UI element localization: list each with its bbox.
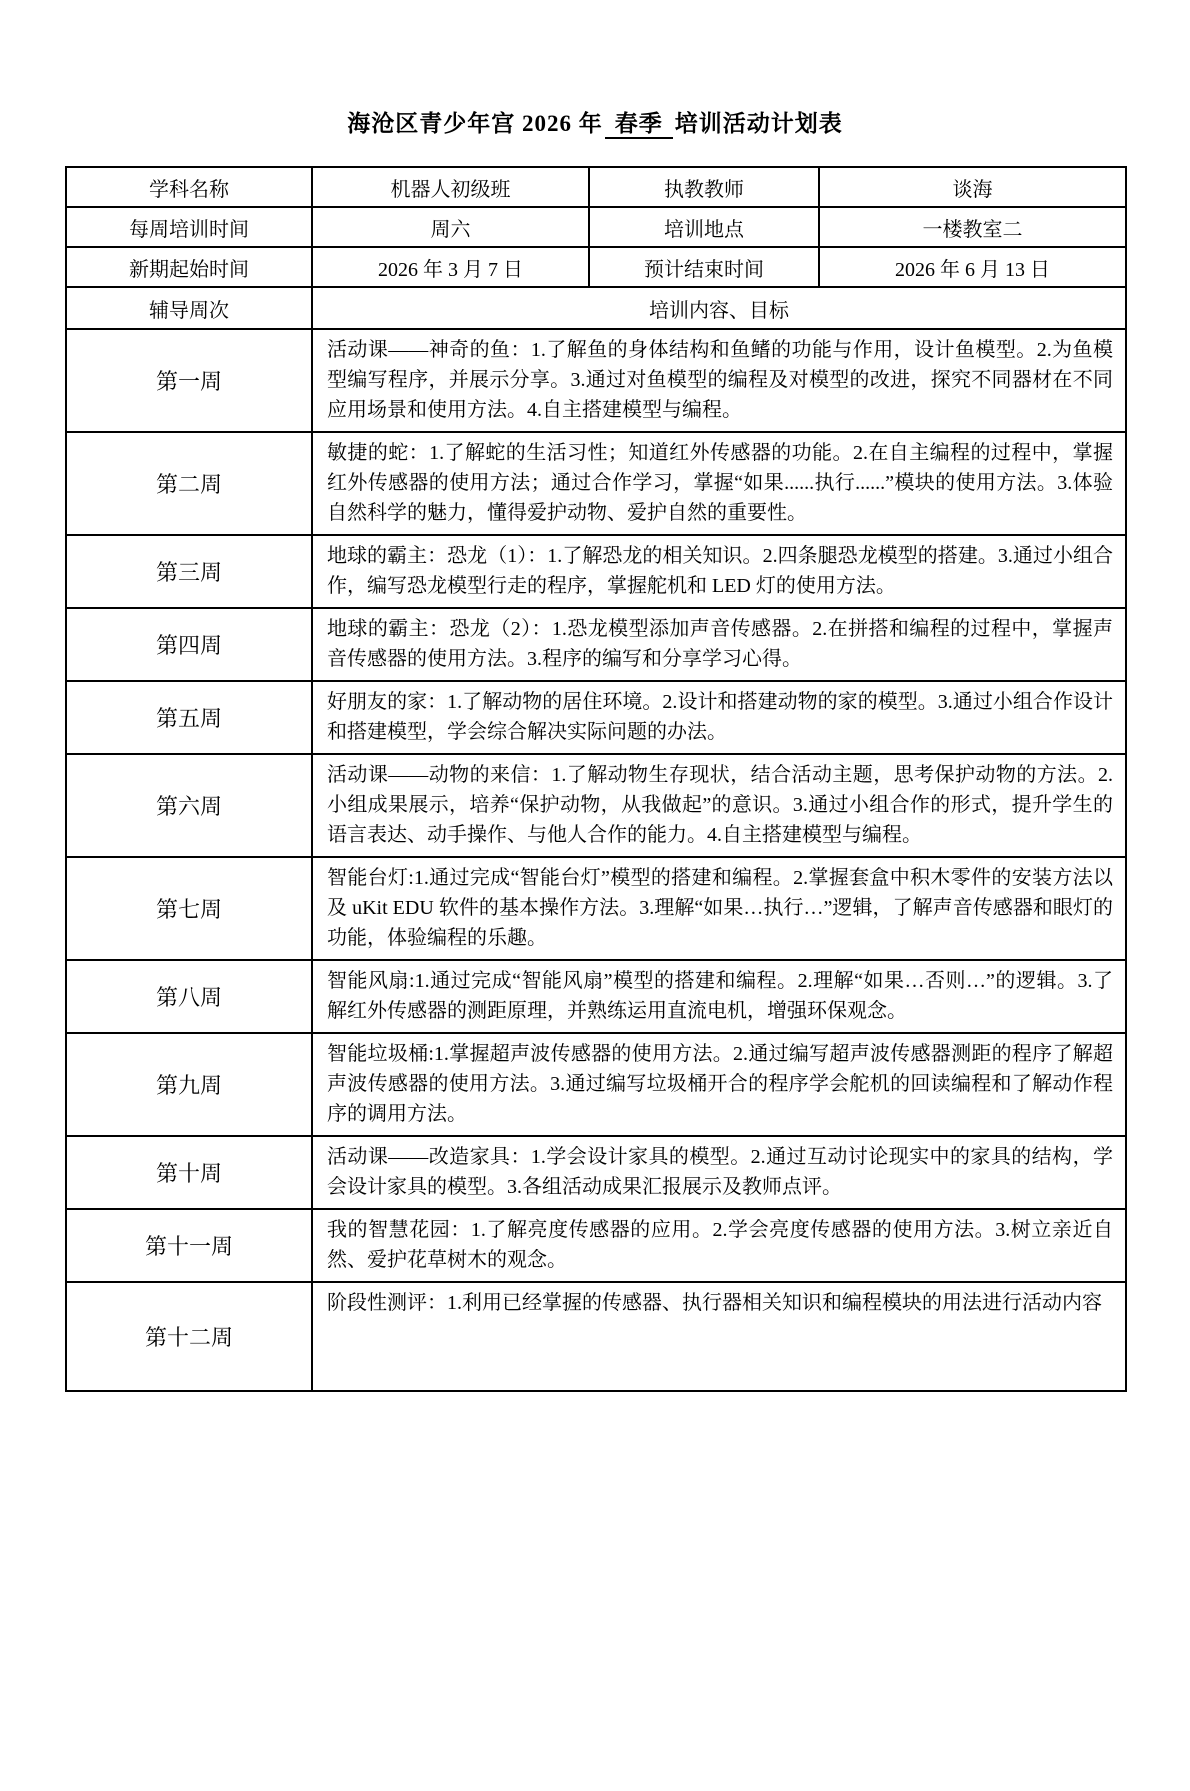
location-value: 一楼教室二 — [819, 207, 1126, 247]
week-content: 活动课——改造家具：1.学会设计家具的模型。2.通过互动讨论现实中的家具的结构，学会设计家具的模型。3.各组活动成果汇报展示及教师点评。 — [312, 1136, 1126, 1209]
week-row — [66, 1209, 1126, 1282]
week-content: 智能垃圾桶:1.掌握超声波传感器的使用方法。2.通过编写超声波传感器测距的程序了解超声波传感器的使用方法。3.通过编写垃圾桶开合的程序学会舵机的回读编程和了解动作程序的调用方法。 — [312, 1033, 1126, 1136]
week-row — [66, 1033, 1126, 1136]
week-column-header: 辅导周次 — [66, 287, 312, 329]
week-row — [66, 608, 1126, 681]
week-content: 敏捷的蛇：1.了解蛇的生活习性；知道红外传感器的功能。2.在自主编程的过程中，掌握红外传感器的使用方法；通过合作学习，掌握“如果......执行......”模块的使用方法。3.体验自然科学的魅力，懂得爱护动物、爱护自然的重要性。 — [312, 432, 1126, 535]
title-prefix: 海沧区青少年宫 2026 年 — [347, 111, 603, 136]
title-season-underlined: 春季 — [605, 111, 673, 139]
week-row — [66, 432, 1126, 535]
week-label: 第四周 — [66, 608, 312, 681]
week-row — [66, 960, 1126, 1033]
week-label: 第三周 — [66, 535, 312, 608]
week-label: 第六周 — [66, 754, 312, 857]
week-content: 活动课——动物的来信：1.了解动物生存现状，结合活动主题，思考保护动物的方法。2.小组成果展示，培养“保护动物，从我做起”的意识。3.通过小组合作的形式，提升学生的语言表达、动手操作、与他人合作的能力。4.自主搭建模型与编程。 — [312, 754, 1126, 857]
week-content: 我的智慧花园：1.了解亮度传感器的应用。2.学会亮度传感器的使用方法。3.树立亲近自然、爱护花草树木的观念。 — [312, 1209, 1126, 1282]
week-content: 活动课——神奇的鱼：1.了解鱼的身体结构和鱼鳍的功能与作用，设计鱼模型。2.为鱼模型编写程序，并展示分享。3.通过对鱼模型的编程及对模型的改进，探究不同器材在不同应用场景和使用方法。4.自主搭建模型与编程。 — [312, 329, 1126, 432]
info-row-dates — [66, 247, 1126, 287]
week-content: 阶段性测评：1.利用已经掌握的传感器、执行器相关知识和编程模块的用法进行活动内容 — [312, 1282, 1126, 1391]
week-label: 第十一周 — [66, 1209, 312, 1282]
start-date-value: 2026 年 3 月 7 日 — [312, 247, 589, 287]
week-label: 第九周 — [66, 1033, 312, 1136]
week-content: 好朋友的家：1.了解动物的居住环境。2.设计和搭建动物的家的模型。3.通过小组合作设计和搭建模型，学会综合解决实际问题的办法。 — [312, 681, 1126, 754]
week-label: 第十二周 — [66, 1282, 312, 1391]
week-row — [66, 1136, 1126, 1209]
week-label: 第八周 — [66, 960, 312, 1033]
week-content: 地球的霸主：恐龙（1）：1.了解恐龙的相关知识。2.四条腿恐龙模型的搭建。3.通过小组合作，编写恐龙模型行走的程序，掌握舵机和 LED 灯的使用方法。 — [312, 535, 1126, 608]
end-date-label: 预计结束时间 — [589, 247, 819, 287]
week-content: 智能风扇:1.通过完成“智能风扇”模型的搭建和编程。2.理解“如果…否则…”的逻辑。3.了解红外传感器的测距原理，并熟练运用直流电机，增强环保观念。 — [312, 960, 1126, 1033]
week-row — [66, 535, 1126, 608]
page-title — [0, 108, 1190, 140]
week-row — [66, 329, 1126, 432]
location-label: 培训地点 — [589, 207, 819, 247]
training-plan-table — [65, 166, 1127, 1392]
week-row — [66, 1282, 1126, 1391]
week-label: 第二周 — [66, 432, 312, 535]
week-content: 智能台灯:1.通过完成“智能台灯”模型的搭建和编程。2.掌握套盒中积木零件的安装方法以及 uKit EDU 软件的基本操作方法。3.理解“如果…执行…”逻辑，了解声音传感器和眼灯的功能，体验编程的乐趣。 — [312, 857, 1126, 960]
week-content: 地球的霸主：恐龙（2）：1.恐龙模型添加声音传感器。2.在拼搭和编程的过程中，掌握声音传感器的使用方法。3.程序的编写和分享学习心得。 — [312, 608, 1126, 681]
week-label: 第十周 — [66, 1136, 312, 1209]
subject-name-label: 学科名称 — [66, 167, 312, 207]
weekly-time-label: 每周培训时间 — [66, 207, 312, 247]
start-date-label: 新期起始时间 — [66, 247, 312, 287]
week-label: 第五周 — [66, 681, 312, 754]
week-row — [66, 681, 1126, 754]
info-row-subject — [66, 167, 1126, 207]
content-column-header: 培训内容、目标 — [312, 287, 1126, 329]
subject-name-value: 机器人初级班 — [312, 167, 589, 207]
weekly-time-value: 周六 — [312, 207, 589, 247]
info-row-weekly-time — [66, 207, 1126, 247]
teacher-value: 谈海 — [819, 167, 1126, 207]
schedule-header-row — [66, 287, 1126, 329]
teacher-label: 执教教师 — [589, 167, 819, 207]
title-suffix: 培训活动计划表 — [674, 111, 843, 136]
end-date-value: 2026 年 6 月 13 日 — [819, 247, 1126, 287]
week-row — [66, 857, 1126, 960]
week-label: 第一周 — [66, 329, 312, 432]
week-row — [66, 754, 1126, 857]
week-label: 第七周 — [66, 857, 312, 960]
